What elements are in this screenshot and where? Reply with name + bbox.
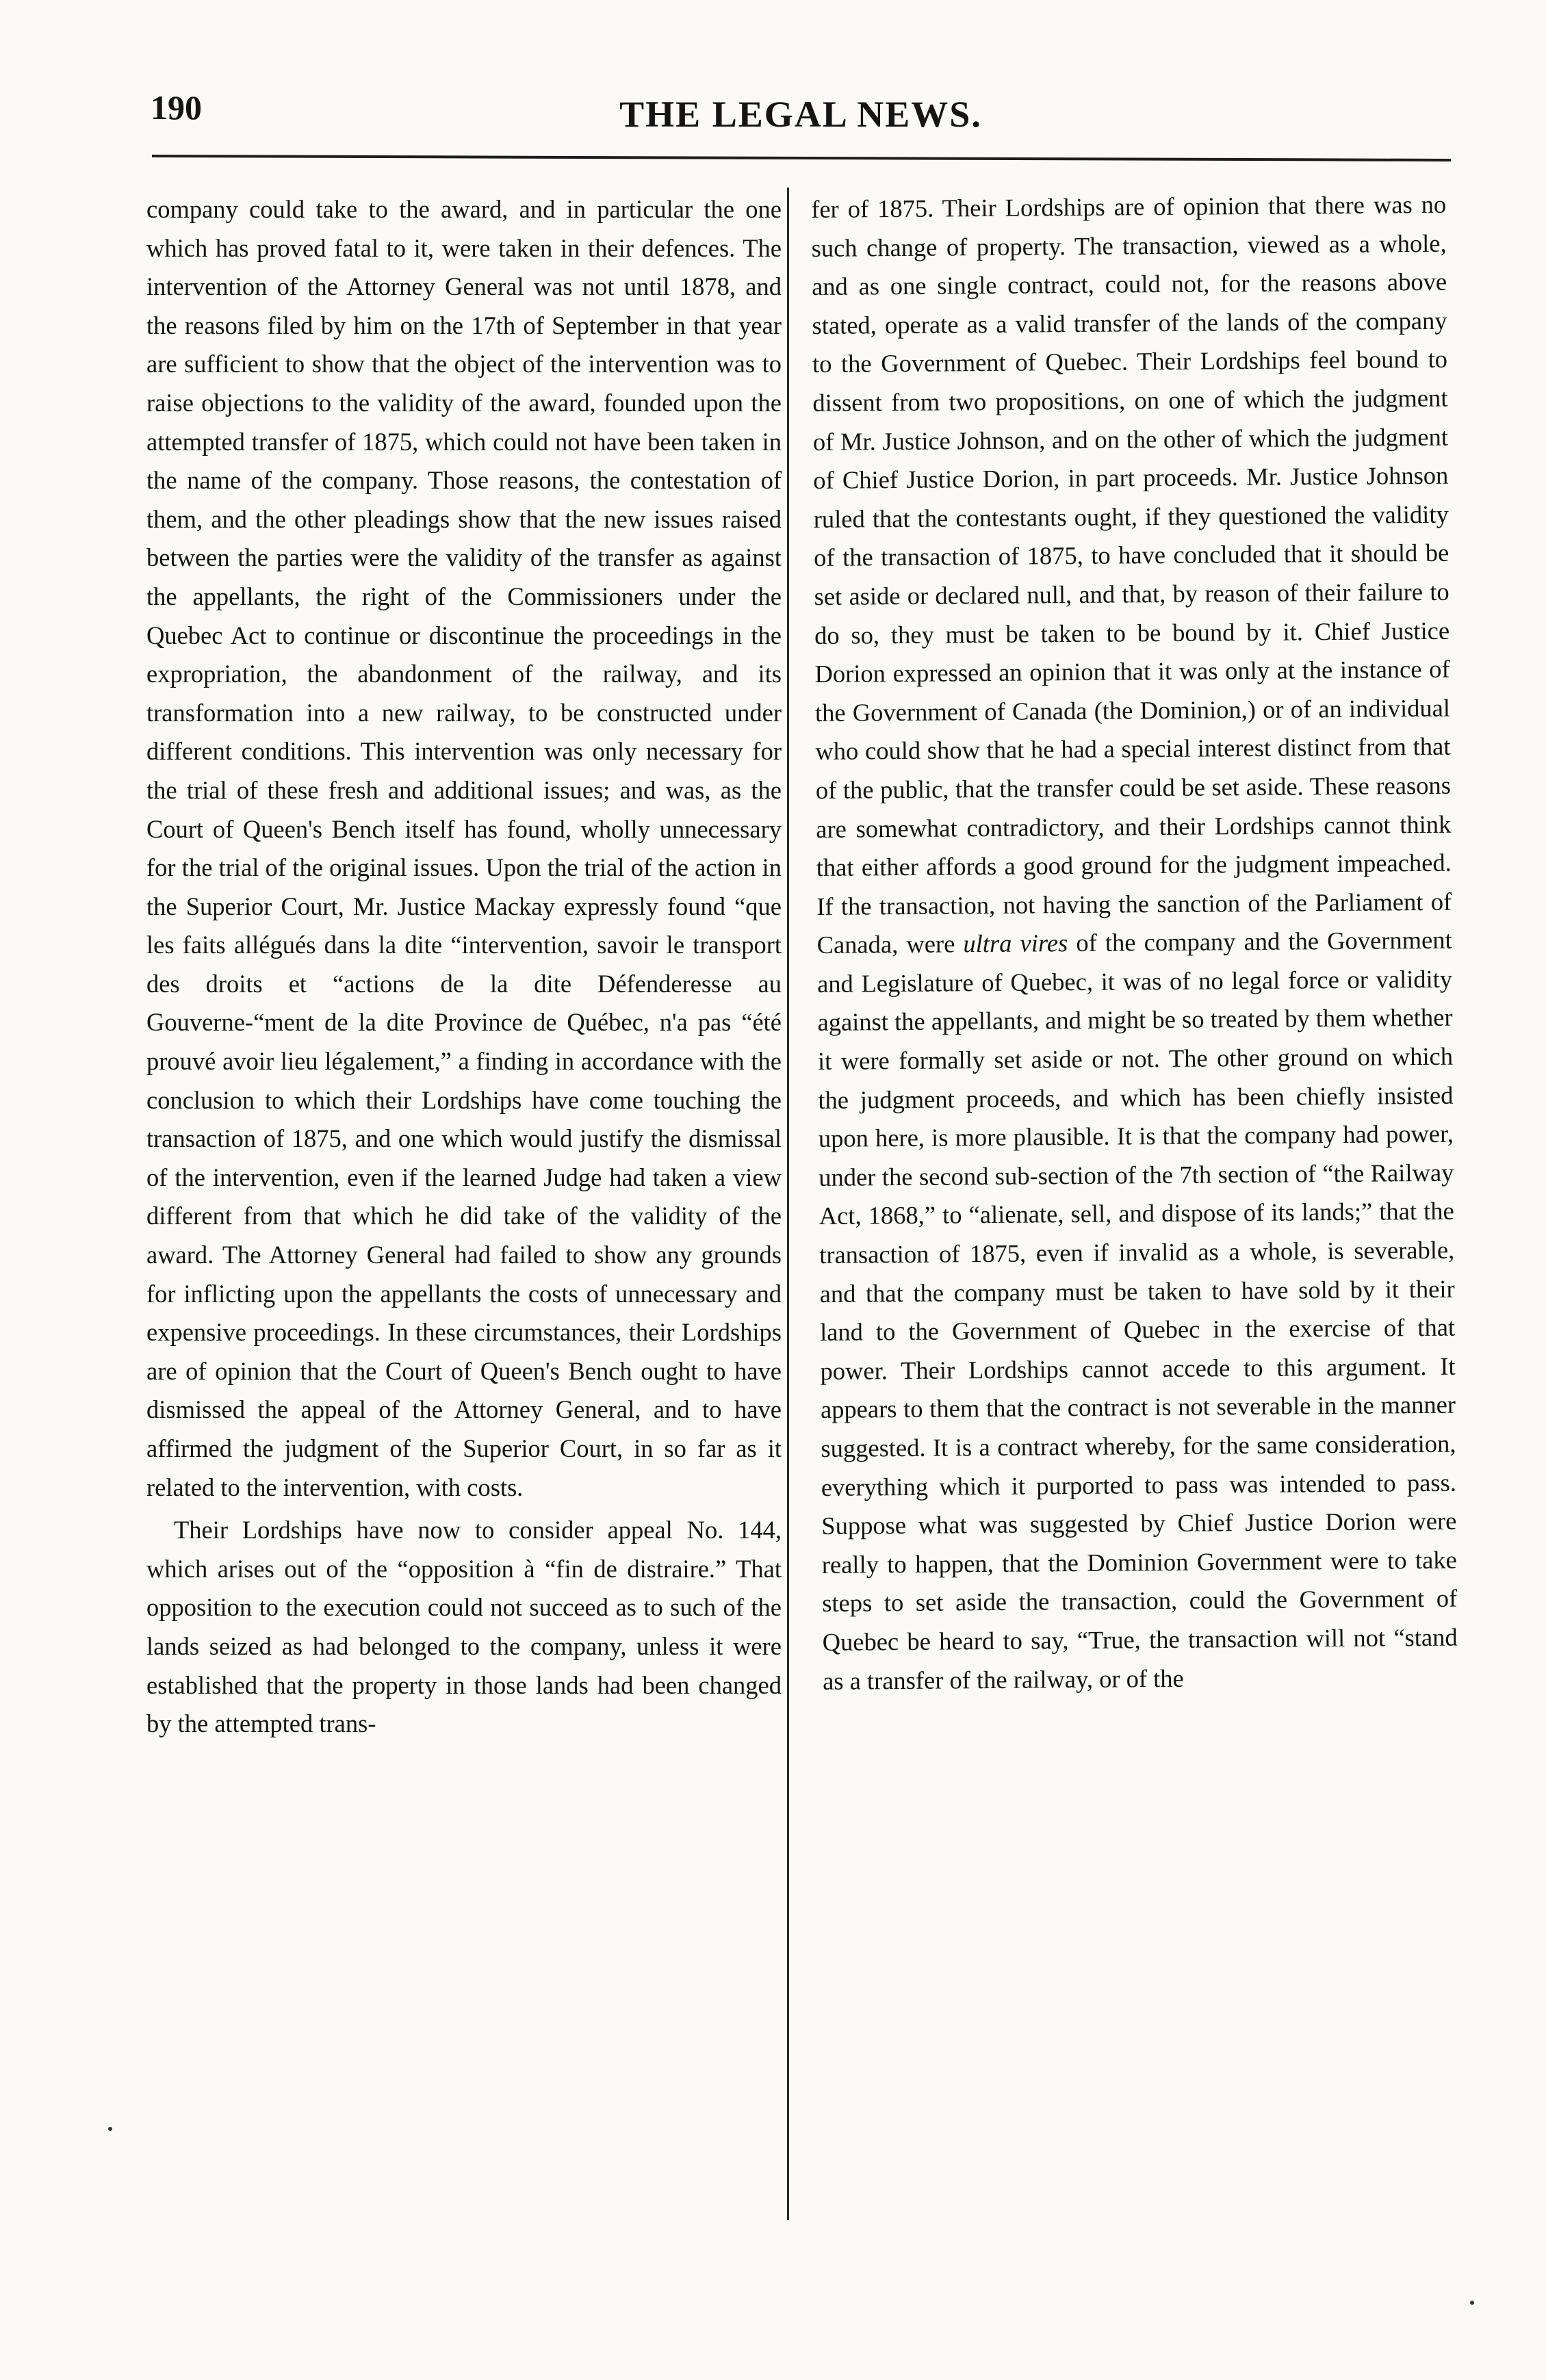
left-paragraph-2: Their Lordships have now to consider appeal No. 144, which arises out of the “opposition à “fin de distraire.” That opposition to the execution could not succeed as to such of the lands seized as had belonged to the company, unless it were established that the property in those lands had been changed by the attempted trans- <box>146 1516 782 1738</box>
right-paragraph-1-part-a: fer of 1875. Their Lordships are of opinion that there was no such change of property. The transaction, viewed as a whole, and as one single contract, could not, for the reasons above stated, operate as a valid transfer of the lands of the company to the Government of Quebec. Their Lordships feel bound to dissent from two propositions, on one of which the judgment of Mr. Justice Johnson, and on the other of which the judgment of Chief Justice Dorion, in part proceeds. Mr. Justice Johnson ruled that the contestants ought, if they questioned the validity of the transaction of 1875, to have concluded that it should be set aside or declared null, and that, by reason of their failure to do so, they must be taken to be bound by it. Chief Justice Dorion expressed an opinion that it was only at the instance of the Government of Canada (the Dominion,) or of an individual who could show that he had a special interest distinct from that of the public, that the transfer could be set aside. These reasons are somewhat contradictory, and their Lordships cannot think that either affords a good ground for the judgment impeached. If the transaction, not having the sanction of the Parliament of Canada, were <box>811 190 1452 959</box>
running-title: THE LEGAL NEWS. <box>619 94 982 135</box>
left-column <box>146 190 782 1744</box>
margin-speck <box>108 2127 112 2131</box>
right-paragraph-1-part-b: of the company and the Government and Legislature of Quebec, it was of no legal force or validity against the appellants, and might be so treated by them whether it were formally set aside or not. The other ground on which the judgment proceeds, and which has been chiefly insisted upon here, is more plausible. It is that the company had power, under the second sub-section of the 7th section of “the Railway Act, 1868,” to “alienate, sell, and dispose of its lands;” that the transaction of 1875, even if invalid as a whole, is severable, and that the company must be taken to have sold by it their land to the Government of Quebec in the exercise of that power. Their Lordships cannot accede to this argument. It appears to them that the contract is not severable in the manner suggested. It is a contract whereby, for the same consideration, everything which it purported to pass was intended to pass. Suppose what was suggested by Chief Justice Dorion were really to happen, that the Dominion Government were to take steps to set aside the transaction, could the Government of Quebec be heard to say, “True, the transaction will not “stand as a transfer of the railway, or of the <box>816 925 1458 1695</box>
column-divider <box>787 187 789 2220</box>
latin-phrase: ultra vires <box>963 929 1068 958</box>
right-column <box>811 185 1458 1700</box>
header-rule <box>152 155 1451 161</box>
left-paragraph-1: company could take to the award, and in particular the one which has proved fatal to it, were taken in their defences. The intervention of the Attorney General was not until 1878, and the reasons filed by him on the 17th of September in that year are sufficient to show that the object of the intervention was to raise objections to the validity of the award, founded upon the attempted transfer of 1875, which could not have been taken in the name of the company. Those reasons, the contestation of them, and the other pleadings show that the new issues raised between the parties were the validity of the transfer as against the appellants, the right of the Commissioners under the Quebec Act to continue or discontinue the proceedings in the expropriation, the abandonment of the railway, and its transformation into a new railway, to be constructed under different conditions. This intervention was only necessary for the trial of these fresh and additional issues; and was, as the Court of Queen's Bench itself has found, wholly unnecessary for the trial of the original issues. Upon the trial of the action in the Superior Court, Mr. Justice Mackay expressly found “que les faits allégués dans la dite “intervention, savoir le transport des droits et “actions de la dite Défenderesse au Gouverne-“ment de la dite Province de Québec, n'a pas “été prouvé avoir lieu légalement,” a finding in accordance with the conclusion to which their Lordships have come touching the transaction of 1875, and one which would justify the dismissal of the intervention, even if the learned Judge had taken a view different from that which he did take of the validity of the award. The Attorney General had failed to show any grounds for inflicting upon the appellants the costs of unnecessary and expensive proceedings. In these circumstances, their Lordships are of opinion that the Court of Queen's Bench ought to have dismissed the appeal of the Attorney General, and to have affirmed the judgment of the Superior Court, in so far as it related to the intervention, with costs. <box>146 195 782 1501</box>
margin-speck <box>1470 2301 1474 2305</box>
page-header <box>151 88 1451 142</box>
page-number: 190 <box>151 88 202 127</box>
right-paragraph-1 <box>811 185 1458 1700</box>
